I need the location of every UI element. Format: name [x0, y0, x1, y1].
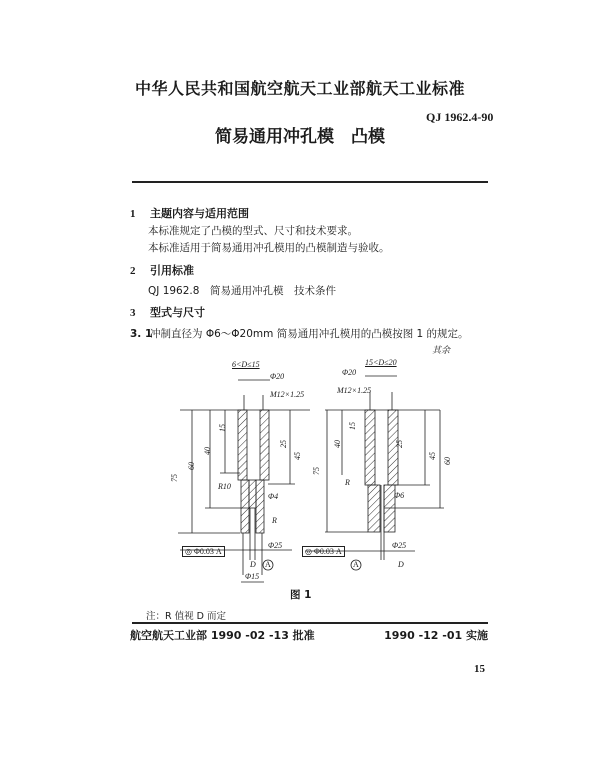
handwritten-note: 其余 [432, 346, 451, 356]
figure-note: 注：R 值视 D 而定 [146, 611, 226, 622]
left-phi4-label: Φ4 [268, 492, 279, 501]
left-dim-25: 25 [279, 440, 288, 448]
right-dim-45: 45 [428, 452, 437, 460]
right-tolerance-frame: ◎ Φ0.03 A [302, 546, 345, 557]
section-2-heading: 2 引用标准 [130, 264, 194, 277]
right-range-label: 15<D≤20 [365, 358, 397, 367]
section-1-line: 本标准适用于简易通用冲孔模用的凸模制造与验收。 [148, 242, 390, 254]
right-d-label: D [398, 560, 404, 569]
clause-3-1: 3. 1冲制直径为 Φ6～Φ20mm 简易通用冲孔模用的凸模按图 1 的规定。 [130, 328, 469, 340]
left-phi20-label: Φ20 [270, 372, 285, 381]
right-phi25-label: Φ25 [392, 541, 407, 550]
right-dim-40: 40 [333, 440, 342, 448]
approval-date: 航空航天工业部 1990 -02 -13 批准 [130, 629, 315, 642]
right-phi20-label: Φ20 [342, 368, 357, 377]
figure-caption: 图 1 [290, 589, 312, 601]
left-dim-75: 75 [170, 474, 179, 482]
left-datum-label: A [265, 560, 271, 569]
left-thread-label: M12×1.25 [270, 390, 305, 399]
right-phi6-label: Φ6 [394, 491, 405, 500]
section-1-line: 本标准规定了凸模的型式、尺寸和技术要求。 [148, 225, 358, 237]
left-r-label: R [272, 516, 277, 525]
left-dim-15: 15 [218, 424, 227, 432]
left-range-label: 6<D≤15 [232, 360, 260, 369]
left-r10-label: R10 [218, 482, 231, 491]
standard-code: QJ 1962.4-90 [426, 110, 494, 124]
left-dim-40: 40 [203, 447, 212, 455]
page-number: 15 [474, 663, 485, 675]
right-punch-section [305, 376, 444, 560]
section-1-heading: 1 主题内容与适用范围 [130, 207, 249, 220]
left-dim-45: 45 [293, 452, 302, 460]
left-phi25-label: Φ25 [268, 541, 283, 550]
left-d-label: D [250, 560, 256, 569]
right-thread-label: M12×1.25 [337, 386, 372, 395]
right-dim-15: 15 [348, 422, 357, 430]
left-phi15-label: Φ15 [245, 572, 260, 581]
section-3-heading: 3 型式与尺寸 [130, 306, 205, 319]
footer-divider [132, 622, 488, 624]
left-tolerance-frame: ◎ Φ0.03 A [182, 546, 225, 557]
right-r-label: R [345, 478, 350, 487]
right-dim-60: 60 [443, 457, 452, 465]
issuer-heading: 中华人民共和国航空航天工业部航天工业标准 [134, 79, 465, 98]
right-dim-25: 25 [395, 440, 404, 448]
section-2-line: QJ 1962.8 简易通用冲孔模 技术条件 [148, 285, 336, 297]
left-dim-60: 60 [187, 462, 196, 470]
right-datum-label: A [353, 560, 359, 569]
document-title: 简易通用冲孔模 凸模 [215, 127, 385, 147]
effective-date: 1990 -12 -01 实施 [384, 629, 488, 642]
right-dim-75: 75 [312, 467, 321, 475]
